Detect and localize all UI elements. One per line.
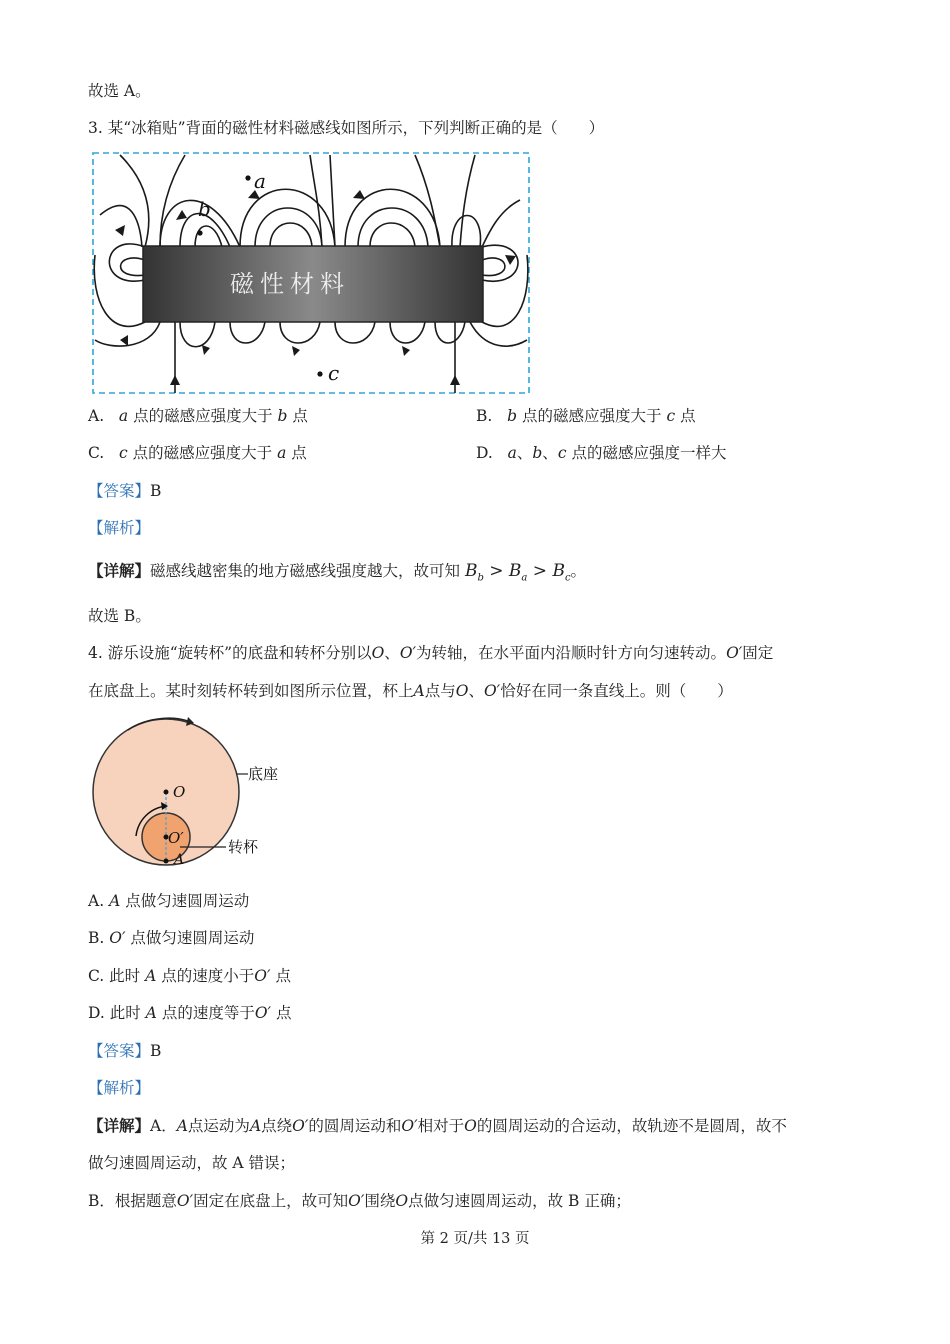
q4-option-a[interactable] <box>88 890 249 912</box>
q4-line2-a: 在底盘上。某时刻转杯转到如图所示位置，杯上 <box>88 682 414 700</box>
q4-option-b[interactable] <box>88 927 254 949</box>
q3-answer <box>88 480 161 502</box>
q4-d1-var: A <box>176 1117 188 1135</box>
q4-stem-O3: O′ <box>726 644 743 662</box>
q4-d3b: 固定在底盘上，故可知 <box>193 1192 349 1210</box>
q4-detail-line3 <box>88 1190 631 1212</box>
q4-line2-c: 、 <box>468 682 484 700</box>
q4-stem-line2 <box>88 680 733 702</box>
previous-conclusion: 故选 A。 <box>88 82 151 100</box>
option-b-prefix: B. <box>476 407 493 425</box>
q4-answer <box>88 1040 161 1062</box>
q4-line2-d: 恰好在同一条直线上。则（ ） <box>500 682 733 700</box>
q4-answer-value: B <box>150 1042 162 1060</box>
q3-conclusion: 故选 B。 <box>88 607 151 625</box>
option-c-var2: a <box>277 444 287 462</box>
q4-stem-part2: 、 <box>384 644 400 662</box>
magnet-label: 磁性材料 <box>230 270 350 298</box>
q4-stem-line1 <box>88 642 773 664</box>
q4-opt-c-end: 点 <box>275 967 291 985</box>
q4-d1c: 点绕 <box>261 1117 293 1135</box>
option-c-var1: c <box>119 444 128 462</box>
q4-opt-a-var: A <box>109 892 121 910</box>
detail-tag: 【详解】 <box>88 561 151 580</box>
magnet-field-figure <box>90 150 532 396</box>
q4-option-c[interactable] <box>88 965 291 987</box>
q4-d3-var: O′ <box>176 1192 194 1210</box>
q4-stem-O2: O′ <box>399 644 417 662</box>
label-O-prime: O′ <box>168 829 184 847</box>
q4-opt-b-var: O′ <box>109 929 126 947</box>
q4-opt-b-prefix: B. <box>88 929 110 947</box>
q4-opt-c-var: A <box>145 967 157 985</box>
q4-opt-c-mid: 点的速度小于 <box>161 967 255 985</box>
q4-d1b: 点运动为 <box>187 1117 250 1135</box>
q4-opt-d-var2: O′ <box>254 1004 272 1022</box>
q4-stem-part4: 固定 <box>742 644 774 662</box>
option-a-var1: a <box>118 407 129 425</box>
q4-opt-d-var: A <box>145 1004 157 1022</box>
q4-opt-a-prefix: A. <box>88 892 110 910</box>
option-b-var2: c <box>666 407 676 425</box>
q4-opt-c-prefix: C. 此时 <box>88 967 141 985</box>
q3-analysis-tag <box>88 517 150 539</box>
analysis-tag: 【解析】 <box>88 519 151 537</box>
option-d-var2: b <box>532 444 543 462</box>
point-c-label: c <box>328 361 340 385</box>
q4-d3d: 点做匀速圆周运动，故 B 正确； <box>408 1192 631 1210</box>
option-c-end: 点 <box>291 444 307 462</box>
q4-d1f: 的圆周运动的合运动，故轨迹不是圆周，故不 <box>476 1117 787 1135</box>
option-b-end: 点 <box>680 407 696 425</box>
q4-line2-b: 点与 <box>424 682 456 700</box>
q3-detail <box>88 560 586 589</box>
q4-stem-part1: 4. 游乐设施“旋转杯”的底盘和转杯分别以 <box>88 644 372 662</box>
q4-d1d: 的圆周运动和 <box>308 1117 402 1135</box>
q4-d1e: 相对于 <box>417 1117 465 1135</box>
q4-detail-line1 <box>88 1115 787 1137</box>
option-b-var1: b <box>507 407 518 425</box>
q4-d1-var2: A <box>249 1117 262 1135</box>
point-a-label: a <box>254 169 266 193</box>
q4-answer-tag: 【答案】 <box>88 1042 151 1060</box>
option-a-prefix: A. <box>88 407 105 425</box>
label-A: A <box>174 852 185 868</box>
q4-stem-part3: 为转轴，在水平面内沿顺时针方向匀速转动。 <box>416 644 727 662</box>
q4-d1a: A． <box>150 1117 177 1135</box>
answer-tag: 【答案】 <box>88 482 151 500</box>
q4-opt-d-end: 点 <box>276 1004 292 1022</box>
q4-d3a: B．根据题意 <box>88 1192 177 1210</box>
answer-value: B <box>150 482 162 500</box>
q4-option-d[interactable] <box>88 1002 292 1024</box>
option-a-end: 点 <box>292 407 308 425</box>
q4-d3c: 围绕 <box>364 1192 396 1210</box>
option-d-var3: c <box>557 444 567 462</box>
page-footer: 第 2 页/共 13 页 <box>420 1231 530 1247</box>
q4-detail-line2: 做匀速圆周运动，故 A 错误； <box>88 1154 296 1172</box>
option-d-sep1: 、 <box>516 444 533 462</box>
base-label: 底座 <box>248 765 279 783</box>
point-b-label: b <box>198 197 211 221</box>
q4-analysis-tag <box>88 1077 150 1099</box>
q3-option-b[interactable] <box>476 405 696 427</box>
q4-analysis: 【解析】 <box>88 1079 151 1097</box>
q4-stem-O: O <box>371 644 385 662</box>
q4-line2-O: O <box>455 682 469 700</box>
q4-line2-O2: O′ <box>483 682 501 700</box>
q4-opt-d-mid: 点的速度等于 <box>161 1004 255 1022</box>
rotating-cup-figure <box>88 712 288 872</box>
q4-opt-b-text: 点做匀速圆周运动 <box>130 929 255 947</box>
q4-opt-a-text: 点做匀速圆周运动 <box>125 892 250 910</box>
q3-option-c[interactable] <box>88 442 307 464</box>
option-d-end: 点的磁感应强度一样大 <box>571 444 727 462</box>
option-c-prefix: C. <box>88 444 105 462</box>
cup-label: 转杯 <box>228 838 259 856</box>
option-d-var1: a <box>507 444 517 462</box>
detail-end: 。 <box>570 562 587 580</box>
formula: $B_b > B_a > B_c$ <box>464 561 571 584</box>
q3-stem: 3. 某“冰箱贴”背面的磁性材料磁感线如图所示，下列判断正确的是（ ） <box>88 119 605 137</box>
option-d-sep2: 、 <box>542 444 558 462</box>
option-b-mid: 点的磁感应强度大于 <box>521 407 662 425</box>
q4-opt-d-prefix: D. 此时 <box>88 1004 141 1022</box>
option-c-mid: 点的磁感应强度大于 <box>132 444 273 462</box>
option-d-prefix: D. <box>476 444 493 462</box>
q4-d3-var2: O′ <box>348 1192 365 1210</box>
q4-detail-tag: 【详解】 <box>88 1116 151 1135</box>
q4-d1-var4: O′ <box>401 1117 418 1135</box>
q4-d1-var3: O′ <box>292 1117 309 1135</box>
q4-opt-c-var2: O′ <box>254 967 271 985</box>
q3-option-a[interactable] <box>88 405 308 427</box>
q3-option-d[interactable] <box>476 442 726 464</box>
q4-d1-var5: O <box>464 1117 477 1135</box>
option-a-mid: 点的磁感应强度大于 <box>133 407 273 425</box>
label-O: O <box>173 783 186 801</box>
option-a-var2: b <box>277 407 288 425</box>
q4-line2-A: A <box>413 682 425 700</box>
q4-d3-var3: O <box>395 1192 409 1210</box>
detail-text: 磁感线越密集的地方磁感线强度越大，故可知 <box>150 562 461 580</box>
